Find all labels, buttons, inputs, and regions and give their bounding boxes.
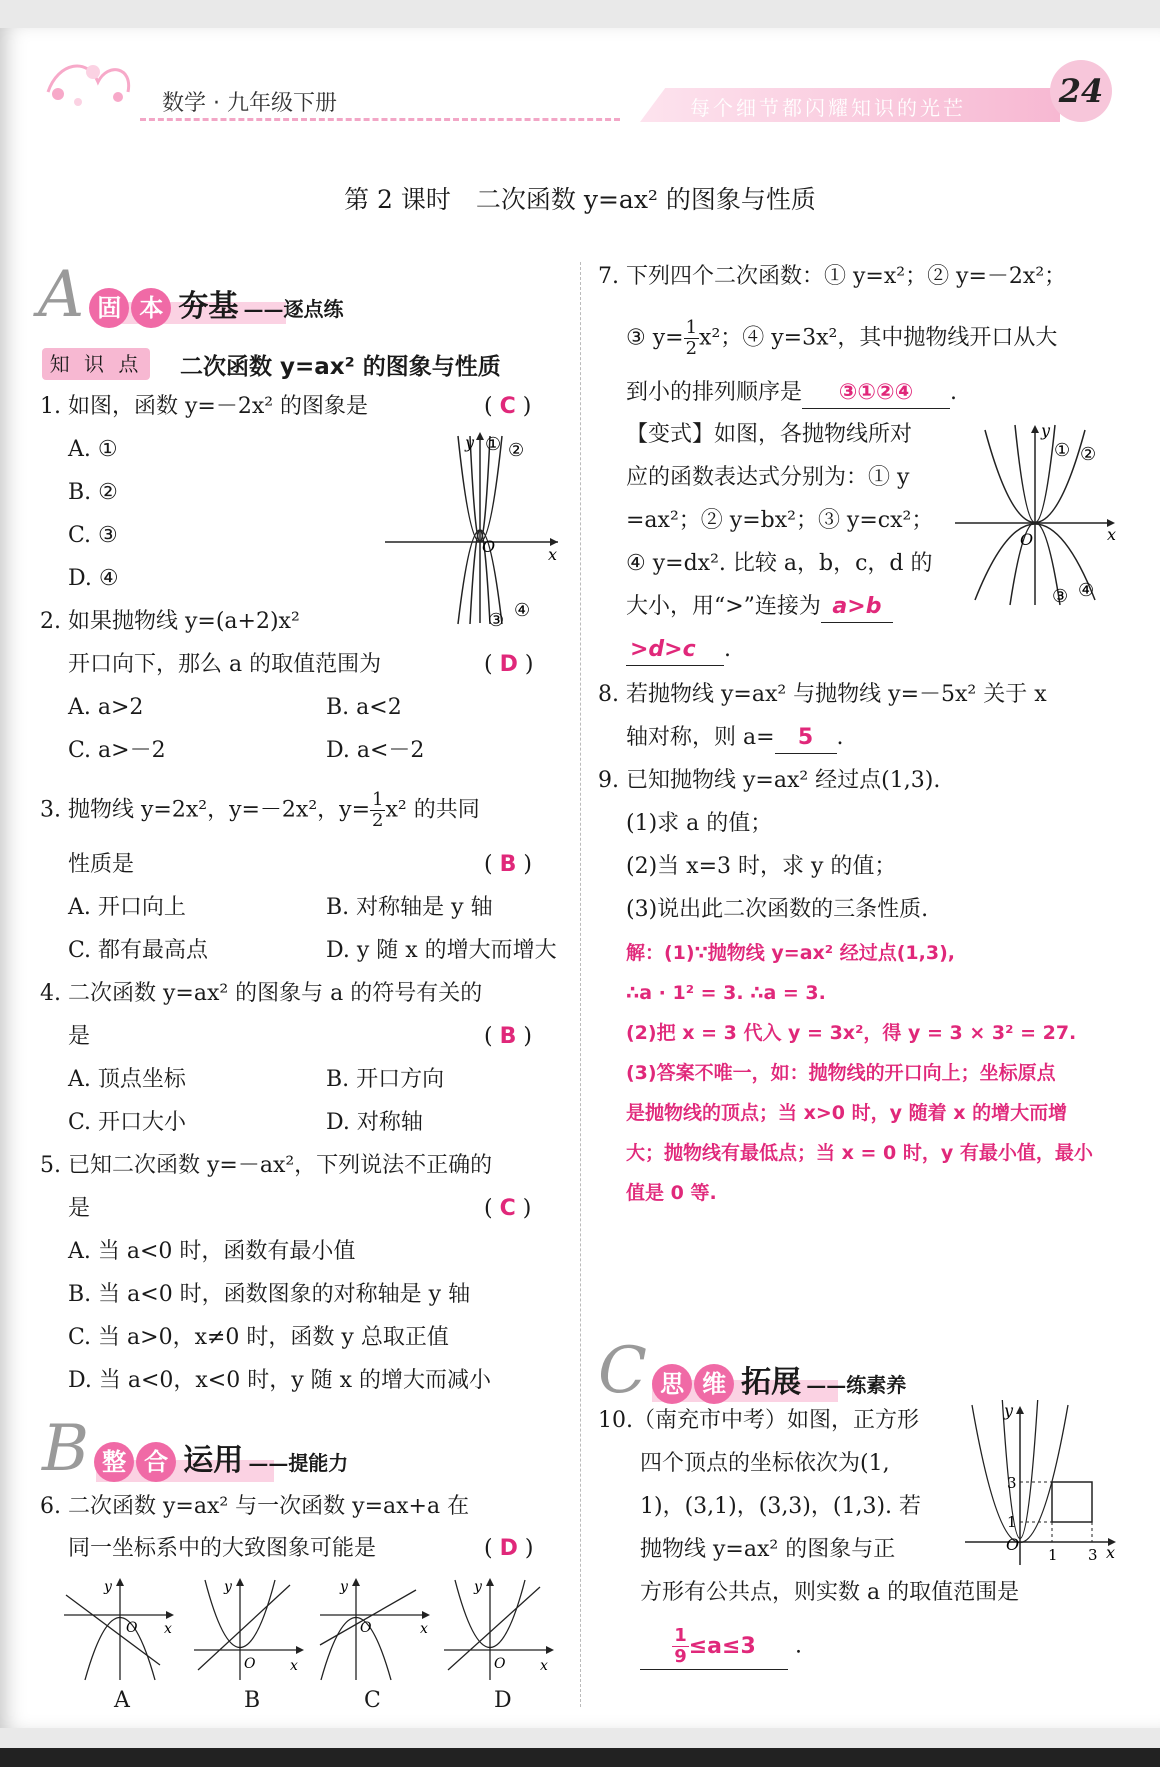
q3-stem-b: x² 的共同 [385, 797, 480, 823]
q7-stem-2a: ③ y= [626, 325, 684, 351]
q7-curve-label-4: ④ [1078, 580, 1095, 601]
q7-answer: ③①②④ [838, 380, 914, 405]
q7-variant-5: 大小，用“>”连接为 [626, 594, 821, 619]
q5-option-c: C. 当 a>0，x≠0 时，函数 y 总取正值 [68, 1325, 449, 1350]
section-a-sub: ——逐点练 [243, 297, 344, 321]
q7-variant-answer1: a>b [832, 594, 882, 619]
q7-curve-label-1: ① [1054, 440, 1071, 461]
q1-parabola-figure [380, 428, 565, 628]
q8-stem-line1: 8. 若抛物线 y=ax² 与抛物线 y=－5x² 关于 x [598, 682, 1047, 707]
q7-variant-line5 [626, 592, 893, 623]
q2-answer-bracket: ( D ) [484, 652, 534, 677]
q10-y-label: y [1004, 1401, 1014, 1420]
q5-answer-bracket: ( C ) [484, 1196, 532, 1221]
q2-answer: D [499, 652, 518, 677]
column-divider [580, 262, 581, 1707]
q1-curve-label-3: ③ [488, 610, 505, 628]
lesson-title: 第 2 课时 二次函数 y=ax² 的图象与性质 [344, 185, 816, 214]
q2-stem-line2: 开口向下，那么 a 的取值范围为 [68, 652, 382, 677]
q7-stem-3: 到小的排列顺序是 [626, 380, 803, 405]
q3-stem-line1 [40, 790, 480, 831]
q6-answer: D [499, 1536, 518, 1561]
section-b-circle-1: 整 [94, 1442, 134, 1482]
q9-solution-line5: 是抛物线的顶点；当 x>0 时，y 随着 x 的增大而增 [626, 1102, 1068, 1124]
q2-option-a: A. a>2 [68, 695, 144, 720]
q6-label-c: C [364, 1688, 381, 1713]
q3-option-c: C. 都有最高点 [68, 938, 209, 963]
q10-tick-y1: 1 [1007, 1513, 1017, 1531]
q4-option-d: D. 对称轴 [326, 1110, 423, 1135]
q7-variant-line4: ④ y=dx². 比较 a，b，c，d 的 [626, 551, 933, 576]
q9-solution-line6: 大；抛物线有最低点；当 x = 0 时，y 有最小值，最小 [626, 1142, 1093, 1164]
q7-x-label: x [1107, 525, 1117, 544]
q7-variant-line1: 【变式】如图，各抛物线所对 [626, 422, 913, 447]
section-b-heading [42, 1412, 348, 1486]
q6-stem-line2: 同一坐标系中的大致图象可能是 [68, 1536, 377, 1561]
q7-variant-line6: >d>c . [626, 635, 731, 666]
q6-label-a: A [114, 1688, 130, 1713]
q3-stem-line2: 性质是 [68, 852, 135, 877]
q10-answer-blank [640, 1624, 788, 1670]
bottom-bar [0, 1748, 1160, 1767]
q10-tick-x1: 1 [1048, 1546, 1058, 1564]
q6-answer-bracket: ( D ) [484, 1536, 534, 1561]
q4-answer-bracket: ( B ) [484, 1024, 532, 1049]
q7-stem-line3: 到小的排列顺序是 ③①②④ . [626, 378, 957, 409]
q6b-x-label: x [290, 1658, 298, 1674]
section-c-heading [598, 1334, 906, 1408]
header-subject: 数学 · 九年级下册 [162, 91, 337, 116]
q4-answer: B [499, 1024, 517, 1049]
q6-graph-b [190, 1575, 310, 1685]
q6c-origin-label: O [360, 1620, 372, 1636]
q10-x-label: x [1106, 1543, 1116, 1562]
q7-stem-line2 [626, 318, 1057, 359]
section-a-heading [38, 258, 344, 332]
q2-stem-line1: 2. 如果抛物线 y=(a+2)x² [40, 609, 300, 634]
q10-tick-x3: 3 [1088, 1546, 1098, 1564]
q1-answer: C [499, 394, 516, 419]
q3-fraction-denominator: 2 [372, 810, 384, 831]
q7-curve-label-3: ③ [1052, 586, 1069, 607]
q9-stem: 9. 已知抛物线 y=ax² 经过点(1,3). [598, 768, 941, 793]
section-a-letter: A [38, 258, 85, 332]
q2-option-d: D. a<－2 [326, 738, 425, 763]
q1-option-a: A. ① [68, 437, 118, 462]
q6d-x-label: x [540, 1658, 548, 1674]
q10-line5: 方形有公共点，则实数 a 的取值范围是 [640, 1580, 1020, 1605]
q3-option-b: B. 对称轴是 y 轴 [326, 895, 493, 920]
section-a-circle-2: 本 [131, 288, 171, 328]
q1-curve-label-2: ② [508, 440, 525, 461]
q4-stem-line2: 是 [68, 1024, 91, 1049]
q3-answer-bracket: ( B ) [484, 852, 532, 877]
q7-stem-2b: x²；④ y=3x²，其中抛物线开口从大 [699, 325, 1058, 351]
q3-fraction [370, 790, 385, 831]
q8-answer: 5 [797, 725, 814, 750]
section-a-word: 夯基 [178, 289, 239, 324]
knowledge-point-title: 二次函数 y=ax² 的图象与性质 [180, 354, 501, 380]
q5-option-a: A. 当 a<0 时，函数有最小值 [68, 1239, 356, 1264]
q6a-x-label: x [164, 1621, 172, 1637]
q3-fraction-numerator: 1 [372, 789, 384, 810]
q6c-y-label: y [340, 1579, 348, 1595]
q5-answer: C [499, 1196, 516, 1221]
page-number: 24 [1050, 60, 1112, 122]
q5-option-b: B. 当 a<0 时，函数图象的对称轴是 y 轴 [68, 1282, 471, 1307]
q7-variant-line3: =ax²；② y=bx²；③ y=cx²； [626, 508, 934, 533]
header-dashed-line [140, 118, 620, 121]
section-c-word: 拓展 [741, 1365, 802, 1400]
q9-part-3: (3)说出此二次函数的三条性质. [626, 897, 929, 922]
q10-line2: 四个顶点的坐标依次为(1, [640, 1451, 890, 1476]
q7-variant-line2: 应的函数表达式分别为：① y [626, 465, 910, 490]
q6-graph-a [60, 1575, 180, 1685]
q10-answer-fraction [672, 1626, 689, 1667]
q6b-y-label: y [224, 1579, 232, 1595]
q3-answer: B [499, 852, 517, 877]
q10-line1: 10.（南充市中考）如图，正方形 [598, 1408, 919, 1433]
q5-stem-line1: 5. 已知二次函数 y=－ax²，下列说法不正确的 [40, 1153, 493, 1178]
section-b-sub: ——提能力 [248, 1451, 349, 1475]
q9-solution-line1: 解：(1)∵抛物线 y=ax² 经过点(1,3), [626, 942, 955, 964]
q7-parabola-figure [950, 420, 1125, 610]
q10-answer-line: $\frac{1}{9}$ ≤a≤3 . [640, 1624, 802, 1670]
q10-line3: 1)，(3,1)，(3,3)，(1,3). 若 [640, 1494, 922, 1519]
section-b-letter: B [42, 1412, 90, 1486]
knowledge-point-tag: 知 识 点 [42, 348, 150, 380]
header-slogan: 每个细节都闪耀知识的光芒 [690, 96, 966, 120]
q6-label-b: B [244, 1688, 261, 1713]
q7-y-label: y [1041, 421, 1051, 440]
q6d-origin-label: O [494, 1656, 506, 1672]
section-b-word: 运用 [183, 1443, 244, 1478]
q4-option-b: B. 开口方向 [326, 1067, 445, 1092]
q7-fraction-numerator: 1 [685, 317, 698, 338]
q7-origin-label: O [1020, 530, 1034, 549]
q7-stem-line1: 7. 下列四个二次函数：① y=x²；② y=－2x²； [598, 264, 1067, 289]
section-c-circle-2: 维 [694, 1364, 734, 1404]
q7-variant-answer2: >d>c [630, 637, 696, 662]
q6a-origin-label: O [126, 1620, 138, 1636]
section-c-circle-1: 思 [652, 1364, 692, 1404]
q5-stem-line2: 是 [68, 1196, 91, 1221]
q6d-y-label: y [474, 1579, 482, 1595]
section-c-letter: C [598, 1334, 647, 1408]
q9-part-2: (2)当 x=3 时，求 y 的值； [626, 854, 897, 879]
q7-fraction [684, 318, 699, 359]
q6-stem-line1: 6. 二次函数 y=ax² 与一次函数 y=ax+a 在 [40, 1494, 470, 1519]
q8-stem-2: 轴对称，则 a= [626, 725, 775, 750]
q7-fraction-denominator: 2 [685, 338, 698, 359]
q4-stem-line1: 4. 二次函数 y=ax² 的图象与 a 的符号有关的 [40, 981, 483, 1006]
q6-graph-d [440, 1575, 560, 1685]
q2-option-b: B. a<2 [326, 695, 402, 720]
q6a-y-label: y [104, 1579, 112, 1595]
q1-curve-label-4: ④ [514, 600, 531, 621]
q8-stem-line2: 轴对称，则 a= 5 . [626, 723, 844, 754]
q5-option-d: D. 当 a<0，x<0 时，y 随 x 的增大而减小 [68, 1368, 492, 1393]
q7-curve-label-2: ② [1080, 444, 1097, 465]
q10-answer-denominator: 9 [674, 1646, 687, 1667]
q8-answer-blank [775, 723, 837, 754]
q9-solution-line4: (3)答案不唯一，如：抛物线的开口向上；坐标原点 [626, 1062, 1056, 1084]
q1-stem: 1. 如图，函数 y=－2x² 的图象是 [40, 394, 369, 419]
q6-graph-c [316, 1575, 436, 1685]
section-a-circle-1: 固 [89, 288, 129, 328]
q4-option-a: A. 顶点坐标 [68, 1067, 186, 1092]
q10-origin-label: O [1006, 1535, 1020, 1554]
q1-option-d: D. ④ [68, 566, 119, 591]
q10-answer-numerator: 1 [674, 1625, 687, 1646]
q6-label-d: D [494, 1688, 512, 1713]
q1-option-b: B. ② [68, 480, 118, 505]
q9-solution-line2: ∴a · 1² = 3. ∴a = 3. [626, 982, 826, 1004]
q10-tick-y3: 3 [1007, 1474, 1017, 1492]
q1-y-label: y [465, 433, 475, 452]
flower-ornament-icon [38, 52, 138, 112]
q1-origin-label: O [482, 537, 496, 556]
q10-answer [672, 1625, 756, 1667]
q7-answer-blank [802, 378, 950, 409]
q1-answer-bracket: ( C ) [484, 394, 532, 419]
section-b-circle-2: 合 [136, 1442, 176, 1482]
q1-x-label: x [548, 545, 558, 564]
q3-option-a: A. 开口向上 [68, 895, 186, 920]
q1-curve-label-1: ① [485, 434, 502, 455]
q3-stem-a: 3. 抛物线 y=2x²，y=－2x²，y= [40, 797, 371, 823]
q10-square-parabola-figure [960, 1400, 1125, 1570]
q9-solution-line7: 值是 0 等. [626, 1182, 717, 1204]
q10-answer-rest: ≤a≤3 [688, 1633, 756, 1659]
q9-solution-line3: (2)把 x = 3 代入 y = 3x²，得 y = 3 × 3² = 27. [626, 1022, 1077, 1044]
q2-option-c: C. a>－2 [68, 738, 166, 763]
q6b-origin-label: O [244, 1656, 256, 1672]
q10-line4: 抛物线 y=ax² 的图象与正 [640, 1537, 896, 1562]
q7-variant-blank1 [821, 592, 893, 623]
q7-variant-blank2 [626, 635, 724, 666]
q1-option-c: C. ③ [68, 523, 118, 548]
q9-part-1: (1)求 a 的值； [626, 811, 773, 836]
q4-option-c: C. 开口大小 [68, 1110, 187, 1135]
section-c-sub: ——练素养 [806, 1373, 907, 1397]
q6c-x-label: x [420, 1621, 428, 1637]
q3-option-d: D. y 随 x 的增大而增大 [326, 938, 557, 963]
